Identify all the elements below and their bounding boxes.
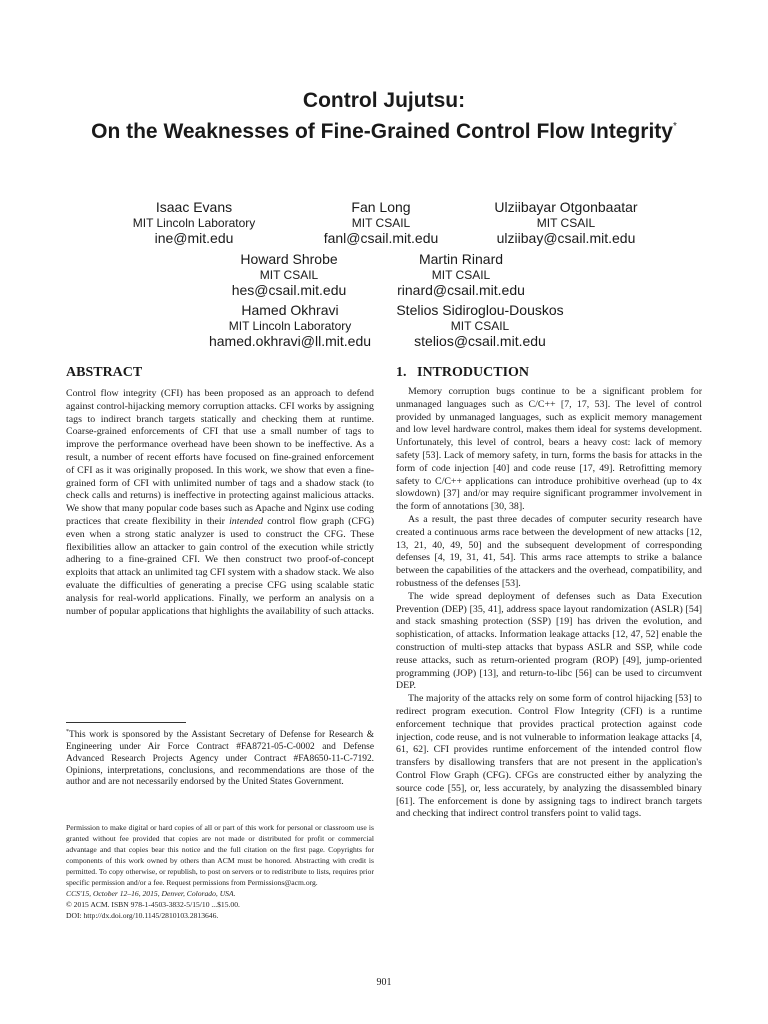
author-affiliation: MIT CSAIL (431, 268, 491, 282)
author-affiliation: MIT CSAIL (536, 216, 596, 230)
author-isaac-evans (116, 199, 272, 247)
page-number: 901 (376, 977, 392, 988)
author-affiliation: MIT CSAIL (351, 216, 411, 230)
author-email[interactable]: hamed.okhravi@ll.mit.edu (208, 333, 372, 349)
introduction-paragraph: Memory corruption bugs continue to be a significant problem for unmanaged languages such as C/C++ [7, 17, 53]. The level of control provided by unmanaged languages, such as explicit memory management and low level hardware control, makes them ideal for systems development. Unfortunately, this level of control, bears a heavy cost: lack of memory safety [53]. Lack of memory safety, in turn, forms the basis for attacks in the form of code injection [40] and code reuse [17, 49]. Retrofitting memory safety to C/C++ applications can introduce prohibitive overhead (up to 4x slowdown) [37] and/or may require significant programmer involvement in the form of annotations [30, 38]. (396, 386, 702, 513)
abstract-heading: ABSTRACT (66, 365, 143, 380)
author-email[interactable]: ulziibay@csail.mit.edu (496, 230, 636, 246)
author-name: Hamed Okhravi (241, 302, 339, 318)
title-line-1: Control Jujutsu: (302, 89, 466, 112)
author-name: Stelios Sidiroglou-Douskos (396, 302, 564, 318)
abstract-emphasis: intended (229, 515, 264, 527)
footnote-mark: * (66, 729, 69, 735)
sponsor-footnote (66, 727, 374, 789)
author-affiliation: MIT Lincoln Laboratory (132, 216, 256, 230)
title-line-2: On the Weaknesses of Fine-Grained Control Flow Integrity (91, 120, 673, 143)
footnote-rule (66, 722, 186, 723)
author-email[interactable]: fanl@csail.mit.edu (323, 230, 439, 246)
conference-line: CCS'15, October 12–16, 2015, Denver, Colorado, USA. (66, 889, 236, 898)
introduction-heading: 1. INTRODUCTION (396, 365, 530, 380)
introduction-paragraph: As a result, the past three decades of computer security research have created a continuous arms race between the development of new attacks [12, 13, 21, 40, 49, 50] and the subsequent development of corresponding defenses [4, 19, 31, 41, 54]. This arms race attempts to strike a balance between the capabilities of the attackers and the overhead, compatibility, and robustness of the defenses [53]. (396, 513, 702, 589)
author-name: Ulziibayar Otgonbaatar (494, 199, 638, 215)
title-footnote-mark: * (672, 121, 677, 132)
permissions-text: Permission to make digital or hard copies of all or part of this work for personal or classroom use is granted without fee provided that copies are not made or distributed for profit or commercial advantage and that copies bear this notice and the full citation on the first page. Copyrights for components of this work owned by others than ACM must be honored. Abstracting with credit is permitted. To copy otherwise, or republish, to post on servers or to redistribute to lists, requires prior specific permission and/or a fee. Request permissions from Permissions@acm.org. (66, 823, 374, 887)
permissions-block (66, 822, 374, 921)
abstract-paragraph: Control flow integrity (CFI) has been proposed as an approach to defend against control-hijacking memory corruption attacks. CFI works by assigning tags to indirect branch targets statically and checking them at runtime. Coarse-grained enforcements of CFI that use a small number of tags to improve the performance overhead have been shown to be ineffective. As a result, a number of recent efforts have focused on fine-grained enforcement of CFI as it was originally proposed. In this work, we show that even a fine-grained form of CFI with unlimited number of tags and a shadow stack (to check calls and returns) is ineffective in protecting against malicious attacks. We show that many popular code bases such as Apache and Nginx use coding practices that create flexibility in their intended control flow graph (CFG) even when a strong static analyzer is used to construct the CFG. These flexibilities allow an attacker to gain control of the execution while strictly adhering to a fine-grained CFI. We then construct two proof-of-concept exploits that attack an unlimited tag CFI system with a shadow stack. We also evaluate the difficulties of generating a precise CFG using scalable static analysis for real-world applications. Finally, we perform an analysis on a number of popular applications that highlights the availability of such attacks. (66, 388, 375, 617)
author-affiliation: MIT Lincoln Laboratory (228, 319, 352, 333)
author-martin-rinard (386, 251, 536, 299)
author-howard-shrobe (214, 251, 364, 299)
footnote-text: This work is sponsored by the Assistant Secretary of Defense for Research & Engineering under Air Force Contract #FA8721-05-C-0002 and Defense Advanced Research Projects Agency under Contract #FA8650-11-C-7192. Opinions, interpretations, conclusions, and recommendations are those of the author and are not necessarily endorsed by the United States Government. (66, 730, 374, 788)
abstract-body (66, 388, 374, 618)
author-name: Fan Long (351, 199, 411, 215)
author-email[interactable]: hes@csail.mit.edu (231, 282, 347, 298)
author-name: Isaac Evans (155, 199, 233, 215)
author-ulziibayar-otgonbaatar (476, 199, 656, 247)
paper-title (0, 88, 768, 145)
author-email[interactable]: rinard@csail.mit.edu (397, 282, 525, 298)
introduction-body (396, 386, 702, 821)
author-name: Howard Shrobe (240, 251, 338, 267)
introduction-paragraph: The wide spread deployment of defenses such as Data Execution Prevention (DEP) [35, 41], address space layout randomization (ASLR) [54] and stack smashing protection (SSP) [19] has driven the evolution, and sophistication, of attacks. Information leakage attacks [12, 47, 52] enable the construction of multi-step attacks that bypass ASLR and SSP, while code reuse attacks, such as return-oriented program (ROP) [49], jump-oriented programming (JOP) [13], and return-to-libc [56] can be used to circumvent DEP. (396, 590, 702, 692)
author-hamed-okhravi (200, 302, 380, 350)
author-affiliation: MIT CSAIL (450, 319, 510, 333)
author-affiliation: MIT CSAIL (259, 268, 319, 282)
doi-line[interactable]: DOI: http://dx.doi.org/10.1145/2810103.2813646. (66, 911, 219, 920)
author-stelios-sidiroglou-douskos (382, 302, 578, 350)
author-fan-long (306, 199, 456, 247)
introduction-paragraph: The majority of the attacks rely on some form of control hijacking [53] to redirect program execution. Control Flow Integrity (CFI) is a runtime enforcement technique that provides practical protection against code injection, code reuse, and is not vulnerable to information leakage attacks [4, 61, 62]. CFI provides runtime enforcement of the intended control flow transfers by disallowing transfers that are not present in the application's Control Flow Graph (CFG). CFGs are constructed either by analyzing the source code [55], or, less accurately, by analyzing the disassembled binary [61]. The enforcement is done by assigning tags to indirect branch targets and checking that indirect control transfers point to valid tags. (396, 693, 702, 820)
author-name: Martin Rinard (418, 251, 504, 267)
author-email[interactable]: stelios@csail.mit.edu (414, 333, 546, 349)
author-email[interactable]: ine@mit.edu (154, 230, 234, 246)
copyright-line: © 2015 ACM. ISBN 978-1-4503-3832-5/15/10 ...$15.00. (66, 900, 240, 909)
